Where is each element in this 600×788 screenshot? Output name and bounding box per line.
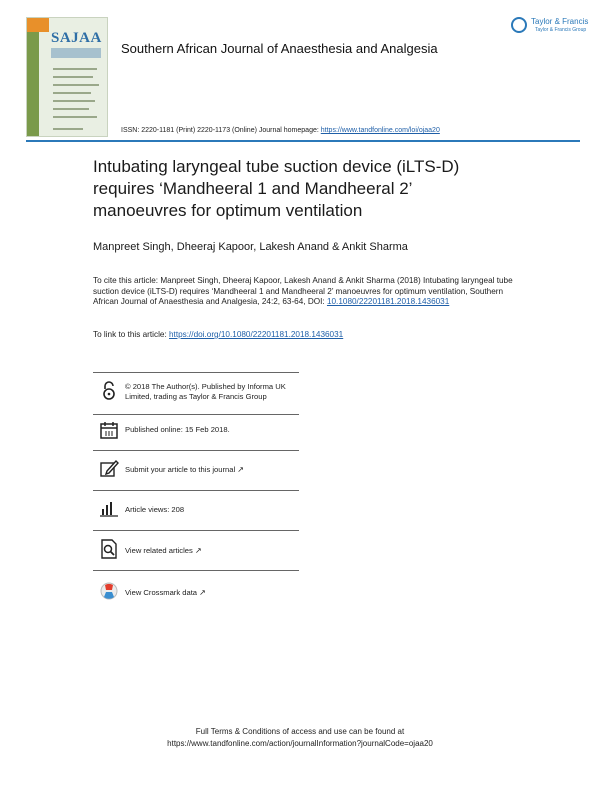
article-doi-url-link[interactable]: https://doi.org/10.1080/22201181.2018.1436031 <box>169 330 344 339</box>
citation-block <box>93 276 513 308</box>
footer-terms: Full Terms & Conditions of access and use can be found at <box>195 727 405 736</box>
article-title: Intubating laryngeal tube suction device (iLTS-D) requires ‘Mandheeral 1 and Mandheeral 2’ manoeuvres for optimum ventilation <box>93 157 460 220</box>
open-access-icon <box>98 380 120 402</box>
divider <box>93 570 299 571</box>
external-link-icon: ↗ <box>199 588 206 597</box>
edit-icon <box>98 457 120 479</box>
header-divider <box>26 140 580 142</box>
license-text: © 2018 The Author(s). Published by Informa UK Limited, trading as Taylor & Francis Group <box>125 382 286 401</box>
publisher-logo-icon <box>511 17 527 33</box>
external-link-icon: ↗ <box>194 546 202 555</box>
article-views: Article views: 208 <box>125 505 185 514</box>
footer-journal-url[interactable]: https://www.tandfonline.com/action/journalInformation?journalCode=ojaa20 <box>167 739 433 748</box>
submit-article-link[interactable]: Submit your article to this journal ↗ <box>125 465 244 474</box>
journal-title[interactable]: Southern African Journal of Anaesthesia and Analgesia <box>121 41 438 56</box>
divider <box>93 414 299 415</box>
divider <box>93 530 299 531</box>
doi-link[interactable]: 10.1080/22201181.2018.1436031 <box>326 297 450 306</box>
crossmark-icon <box>98 580 120 602</box>
crossmark-link[interactable]: View Crossmark data ↗ <box>125 588 206 597</box>
article-authors: Manpreet Singh, Dheeraj Kapoor, Lakesh Anand & Ankit Sharma <box>93 241 408 253</box>
related-articles-link[interactable]: View related articles ↗ <box>125 546 202 555</box>
publisher-logo[interactable]: Taylor & Francis Taylor & Francis Group <box>511 16 579 38</box>
journal-cover-thumbnail <box>26 17 108 137</box>
divider <box>93 490 299 491</box>
published-date: Published online: 15 Feb 2018. <box>125 425 230 434</box>
journal-homepage-link[interactable]: https://www.tandfonline.com/loi/ojaa20 <box>320 127 440 134</box>
external-link-icon: ↗ <box>237 465 244 474</box>
article-link-line <box>93 330 343 339</box>
cite-text: Manpreet Singh, Dheeraj Kapoor, Lakesh Anand & Ankit Sharma (2018) Intubating laryngeal tube suction device (iLTS-D) requires ‘Mandheeral 1 and Mandheeral 2’ manoeuvres for optimum ventilation, Southern African Journal of Anaesthesia and Analgesia, 24:2, 63-64, DOI: <box>93 276 513 306</box>
calendar-icon <box>98 419 120 441</box>
bar-chart-icon <box>98 497 120 519</box>
cite-label: To cite this article: <box>93 276 159 285</box>
issn-line: ISSN: 2220-1181 (Print) 2220-1173 (Online) Journal homepage: https://www.tandfonline.com/loi/ojaa20 <box>121 127 440 134</box>
link-label: To link to this article: <box>93 330 167 339</box>
cover-logo: SAJAA <box>51 30 102 46</box>
divider <box>93 372 299 373</box>
related-articles-icon <box>98 538 120 560</box>
divider <box>93 450 299 451</box>
